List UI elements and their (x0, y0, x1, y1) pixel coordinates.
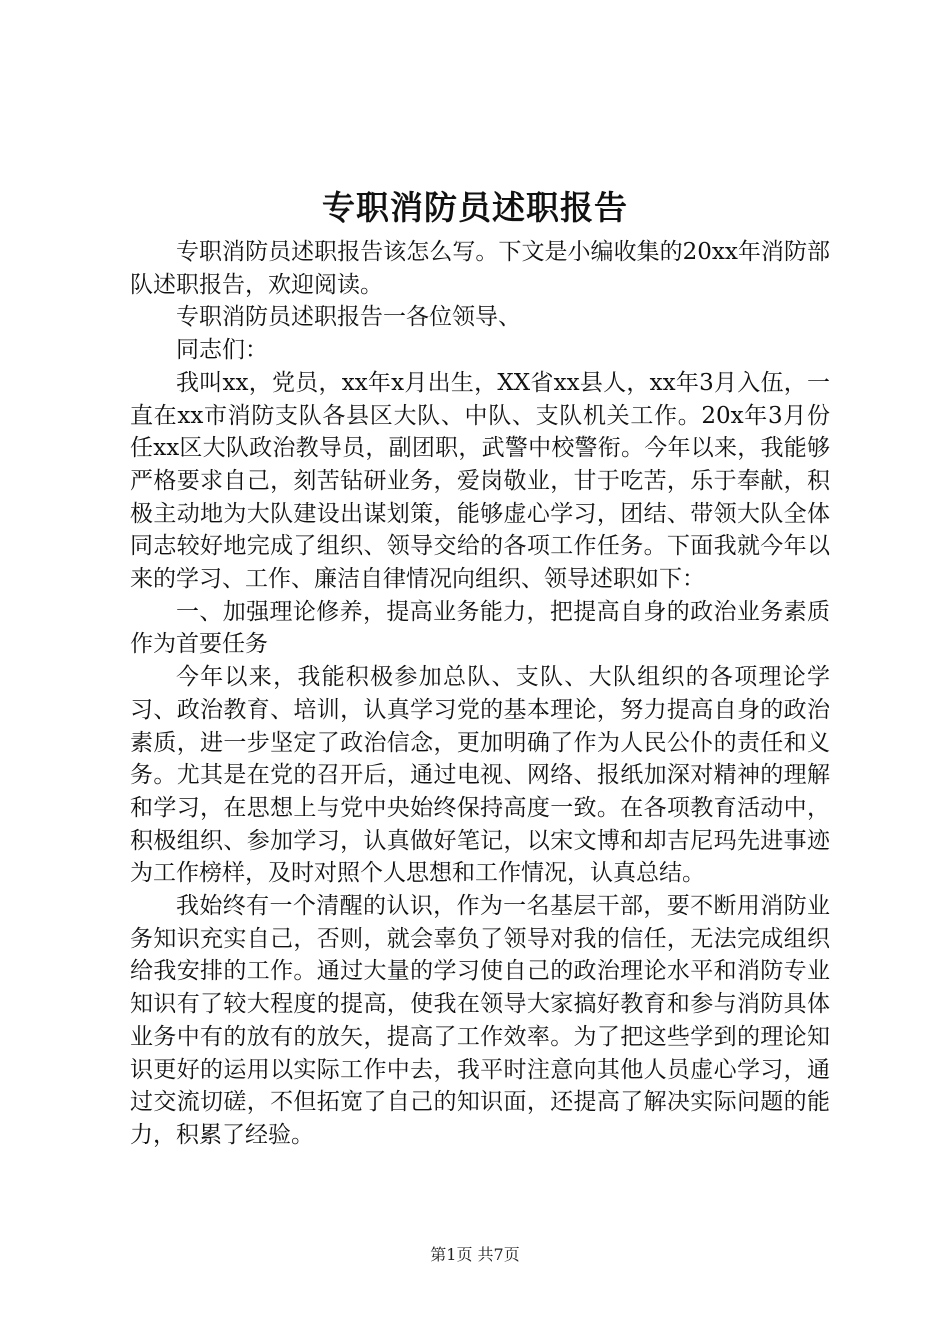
page-number-footer: 第1页 共7页 (430, 1245, 520, 1264)
paragraph-intro: 专职消防员述职报告该怎么写。下文是小编收集的20xx年消防部队述职报告，欢迎阅读。 (130, 239, 830, 298)
paragraph-self-introduction: 我叫xx，党员，xx年x月出生，XX省xx县人，xx年3月入伍，一直在xx市消防支队各县区大队、中队、支队机关工作。20x年3月份任xx区大队政治教导员，副团职，武警中校警衔。今年以来，我能够严格要求自己，刻苦钻研业务，爱岗敬业，甘于吃苦，乐于奉献，积极主动地为大队建设出谋划策，能够虚心学习，团结、带领大队全体同志较好地完成了组织、领导交给的各项工作任务。下面我就今年以来的学习、工作、廉洁自律情况向组织、领导述职如下： (130, 369, 830, 593)
paragraph-study: 今年以来，我能积极参加总队、支队、大队组织的各项理论学习、政治教育、培训，认真学习党的基本理论，努力提高自身的政治素质，进一步坚定了政治信念，更加明确了作为人民公仆的责任和义务。尤其是在党的召开后，通过电视、网络、报纸加深对精神的理解和学习，在思想上与党中央始终保持高度一致。在各项教育活动中，积极组织、参加学习，认真做好笔记，以宋文博和却吉尼玛先进事迹为工作榜样，及时对照个人思想和工作情况，认真总结。 (130, 664, 830, 887)
document-body (130, 236, 830, 1152)
section-heading-one: 一、加强理论修养，提高业务能力，把提高自身的政治业务素质作为首要任务 (130, 598, 830, 658)
paragraph-awareness: 我始终有一个清醒的认识，作为一名基层干部，要不断用消防业务知识充实自己，否则，就会辜负了领导对我的信任，无法完成组织给我安排的工作。通过大量的学习使自己的政治理论水平和消防专业知识有了较大程度的提高，使我在领导大家搞好教育和参与消防具体业务中有的放有的放矢，提高了工作效率。为了把这些学到的理论知识更好的运用以实际工作中去，我平时注意向其他人员虚心学习，通过交流切磋，不但拓宽了自己的知识面，还提高了解决实际问题的能力，积累了经验。 (130, 893, 830, 1148)
paragraph-salutation: 专职消防员述职报告一各位领导、 (176, 304, 521, 331)
document-title: 专职消防员述职报告 (322, 188, 628, 227)
paragraph-greeting: 同志们： (176, 337, 268, 364)
